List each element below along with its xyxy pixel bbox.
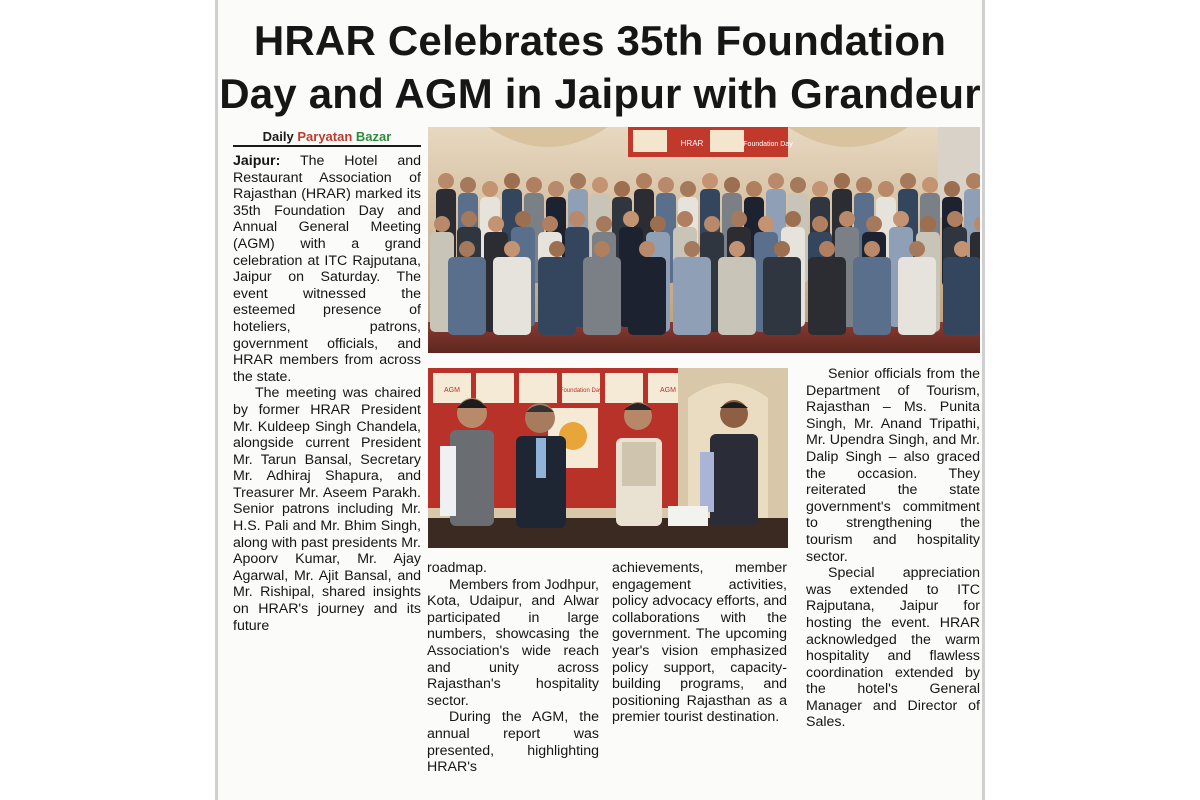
dateline: Jaipur:: [233, 153, 281, 169]
panel-banner-agm-2: AGM: [660, 387, 676, 394]
col2-paragraph-1: roadmap.: [427, 560, 487, 576]
headline: HRAR Celebrates 35th Foundation Day and AGM in Jaipur with Grandeur: [219, 17, 981, 117]
panel-banner-agm: AGM: [444, 387, 460, 394]
byline: [233, 129, 421, 147]
article-column-2: [427, 560, 599, 776]
group-banner-foundation: Foundation Day: [743, 141, 793, 148]
col4-paragraph-1: Senior officials from the Department of Tourism, Rajasthan – Ms. Punita Singh, Mr. Anand Tripathi, Mr. Upendra Singh, and Mr. Dalip Singh – also graced the occasion. They reiterated the state government's commitment to strengthening the tourism and hospitality sector.: [806, 366, 980, 565]
group-banner-hrar: HRAR: [680, 139, 704, 148]
col1-paragraph-2: The meeting was chaired by former HRAR President Mr. Kuldeep Singh Chandela, alongside current President Mr. Tarun Bansal, Secretary Mr. Adhiraj Shapura, and Treasurer Mr. Aseem Parakh. Senior patrons including Mr. H.S. Pali and Mr. Bhim Singh, along with past presidents Mr. Apoorv Kumar, Mr. Ajay Agarwal, Mr. Ajit Bansal, and Mr. Rishipal, shared insights on HRAR's journey and its future: [233, 385, 421, 634]
panel-discussion-photo: [428, 368, 788, 548]
col4-paragraph-2: Special appreciation was extended to ITC Rajputana, Jaipur for hosting the event. HRAR acknowledged the warm hospitality and flawless coordination extended by the hotel's General Manager and Director of Sales.: [806, 565, 980, 731]
col1-paragraph-1: The Hotel and Restaurant Association of Rajasthan (HRAR) marked its 35th Foundation Day and Annual General Meeting (AGM) with a grand celebration at ITC Rajputana, Jaipur on Saturday. The event witnessed the esteemed presence of hoteliers, patrons, government officials, and HRAR members from across the state.: [233, 153, 421, 385]
newspaper-page: [215, 0, 985, 800]
group-photo: [428, 127, 980, 353]
article-column-4: [806, 366, 980, 731]
byline-bazar: Bazar: [355, 129, 392, 144]
byline-daily: Daily: [262, 129, 294, 144]
article-column-3: [612, 560, 787, 726]
byline-paryatan: Paryatan: [297, 129, 353, 144]
article-column-1: [233, 153, 421, 634]
col2-paragraph-3: During the AGM, the annual report was presented, highlighting HRAR's: [427, 709, 599, 776]
panel-banner-foundation: Foundation Day: [559, 388, 603, 394]
col2-paragraph-2: Members from Jodhpur, Kota, Udaipur, and Alwar participated in large numbers, showcasing the Association's wide reach and unity across Rajasthan's hospitality sector.: [427, 576, 599, 709]
col3-paragraph-1: achievements, member engagement activities, policy advocacy efforts, and collaborations with the government. The upcoming year's vision emphasized policy support, capacity-building programs, and positioning Rajasthan as a premier tourist destination.: [612, 560, 787, 726]
